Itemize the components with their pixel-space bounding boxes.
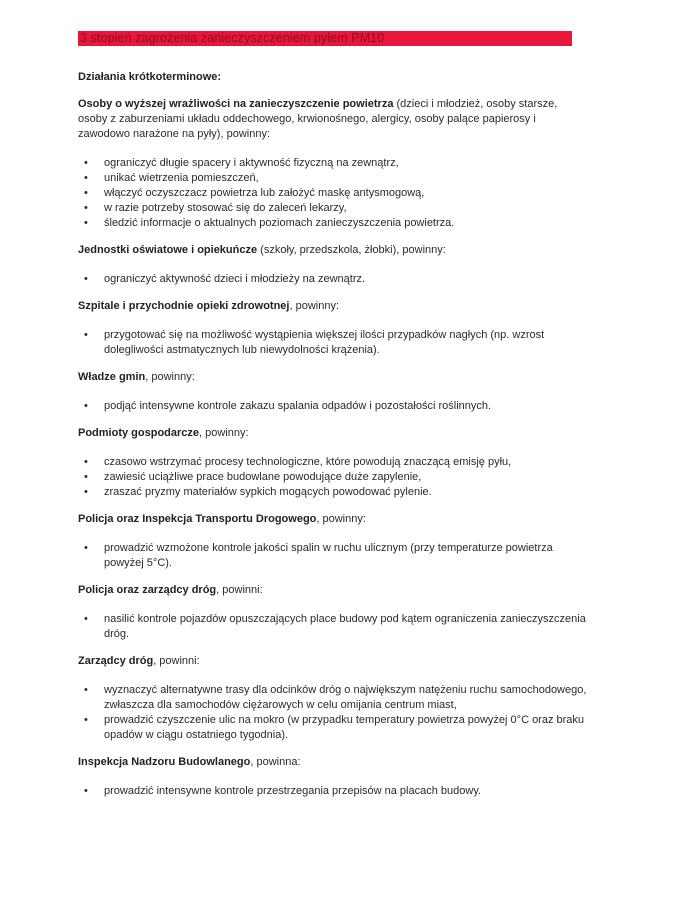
section-lead-text: , powinny: (289, 300, 340, 312)
bullet-icon: • (84, 273, 88, 285)
list-item-text: czasowo wstrzymać procesy technologiczne, które powodują znaczącą emisję pyłu, (104, 456, 512, 468)
bullet-icon: • (84, 400, 88, 412)
section-subject: Szpitale i przychodnie opieki zdrowotnej (78, 300, 290, 312)
section-lead (78, 243, 588, 258)
bullet-icon: • (84, 202, 88, 214)
section-lead-text: , powinna: (250, 756, 301, 768)
bullet-list (78, 784, 588, 799)
section-lead-text: , powinny: (145, 371, 195, 383)
section-subject: Jednostki oświatowe i opiekuńcze (78, 244, 258, 256)
section-lead (78, 370, 588, 385)
bullet-icon: • (84, 456, 88, 468)
section-lead (78, 97, 588, 142)
list-item (78, 541, 588, 571)
list-item (78, 455, 588, 470)
list-item-text: zraszać pryzmy materiałów sypkich mogących powodować pylenie. (104, 486, 432, 498)
bullet-icon: • (84, 172, 88, 184)
list-item-text: prowadzić intensywne kontrole przestrzegania przepisów na placach budowy. (104, 785, 482, 797)
section-subject: Zarządcy dróg (78, 655, 154, 667)
section-lead-text: , powinni: (216, 584, 263, 596)
section-heading: Działania krótkoterminowe: (78, 71, 222, 83)
list-item-text: śledzić informacje o aktualnych poziomach zanieczyszczenia powietrza. (104, 217, 455, 229)
list-item (78, 171, 588, 186)
list-item-text: ograniczyć długie spacery i aktywność fizyczną na zewnątrz, (104, 157, 399, 169)
list-item (78, 156, 588, 171)
section-lead-text: , powinni: (153, 655, 200, 667)
bullet-icon: • (84, 613, 88, 625)
bullet-icon: • (84, 187, 88, 199)
section-lead (78, 654, 588, 669)
bullet-list (78, 612, 588, 642)
list-item-text: ograniczyć aktywność dzieci i młodzieży na zewnątrz. (104, 273, 366, 285)
section-subject: Policja oraz Inspekcja Transportu Drogowego (78, 513, 317, 525)
list-item-text: zawiesić uciążliwe prace budowlane powodujące duże zapylenie, (104, 471, 422, 483)
list-item (78, 216, 588, 231)
bullet-icon: • (84, 714, 88, 726)
list-item (78, 399, 588, 414)
bullet-list (78, 399, 588, 414)
bullet-icon: • (84, 542, 88, 554)
section-lead (78, 512, 588, 527)
section-subject: Osoby o wyższej wrażliwości na zanieczyszczenie powietrza (78, 98, 394, 110)
list-item (78, 328, 588, 358)
bullet-list (78, 541, 588, 571)
section-lead-text: , powinny: (199, 427, 249, 439)
list-item-text: wyznaczyć alternatywne trasy dla odcinków dróg o największym natężeniu ruchu samochodowego, zwłaszcza dla samochodów ciężarowych w celu omijania centrum miast, (104, 684, 587, 711)
banner-title: 3 stopień zagrożenia zanieczyszczeniem pyłem PM10 (80, 31, 385, 45)
list-item-text: włączyć oczyszczacz powietrza lub założyć maskę antysmogową, (104, 187, 425, 199)
section-lead (78, 426, 588, 441)
list-item-text: przygotować się na możliwość wystąpienia większej ilości przypadków nagłych (np. wzrost dolegliwości astmatycznych lub niewydolności krążenia). (104, 329, 545, 356)
list-item (78, 485, 588, 500)
list-item (78, 470, 588, 485)
section-lead (78, 755, 588, 770)
list-item-text: nasilić kontrole pojazdów opuszczających place budowy pod kątem ograniczenia zanieczyszczenia dróg. (104, 613, 586, 640)
list-item (78, 713, 588, 743)
alert-level-banner (78, 31, 572, 46)
list-item (78, 612, 588, 642)
list-item (78, 186, 588, 201)
list-item (78, 683, 588, 713)
list-item-text: unikać wietrzenia pomieszczeń, (104, 172, 259, 184)
section-subject: Podmioty gospodarcze (78, 427, 200, 439)
list-item (78, 272, 588, 287)
list-item-text: prowadzić wzmożone kontrole jakości spalin w ruchu ulicznym (przy temperaturze powietrza powyżej 5°C). (104, 542, 553, 569)
document-content (78, 70, 588, 799)
bullet-list (78, 156, 588, 231)
bullet-list (78, 683, 588, 743)
bullet-icon: • (84, 157, 88, 169)
bullet-icon: • (84, 471, 88, 483)
bullet-icon: • (84, 684, 88, 696)
bullet-list (78, 328, 588, 358)
list-item (78, 784, 588, 799)
section-subject: Policja oraz zarządcy dróg (78, 584, 217, 596)
bullet-icon: • (84, 785, 88, 797)
list-item-text: w razie potrzeby stosować się do zaleceń lekarzy, (104, 202, 347, 214)
section-lead-text: (dzieci i młodzież, osoby starsze, osoby z zaburzeniami układu oddechowego, krwionośnego, alergicy, osoby palące papierosy i zawodowo narażone na pyły), powinny: (78, 98, 558, 140)
list-item-text: prowadzić czyszczenie ulic na mokro (w przypadku temperatury powietrza powyżej 0°C oraz braku opadów w ciągu ostatniego tygodnia). (104, 714, 585, 741)
section-lead (78, 583, 588, 598)
bullet-icon: • (84, 329, 88, 341)
section-lead (78, 299, 588, 314)
section-subject: Inspekcja Nadzoru Budowlanego (78, 756, 251, 768)
bullet-list (78, 272, 588, 287)
list-item-text: podjąć intensywne kontrole zakazu spalania odpadów i pozostałości roślinnych. (104, 400, 492, 412)
bullet-icon: • (84, 217, 88, 229)
bullet-icon: • (84, 486, 88, 498)
list-item (78, 201, 588, 216)
section-lead-text: , powinny: (316, 513, 366, 525)
section-lead-text: (szkoły, przedszkola, żłobki), powinny: (257, 244, 446, 256)
bullet-list (78, 455, 588, 500)
section-subject: Władze gmin (78, 371, 146, 383)
